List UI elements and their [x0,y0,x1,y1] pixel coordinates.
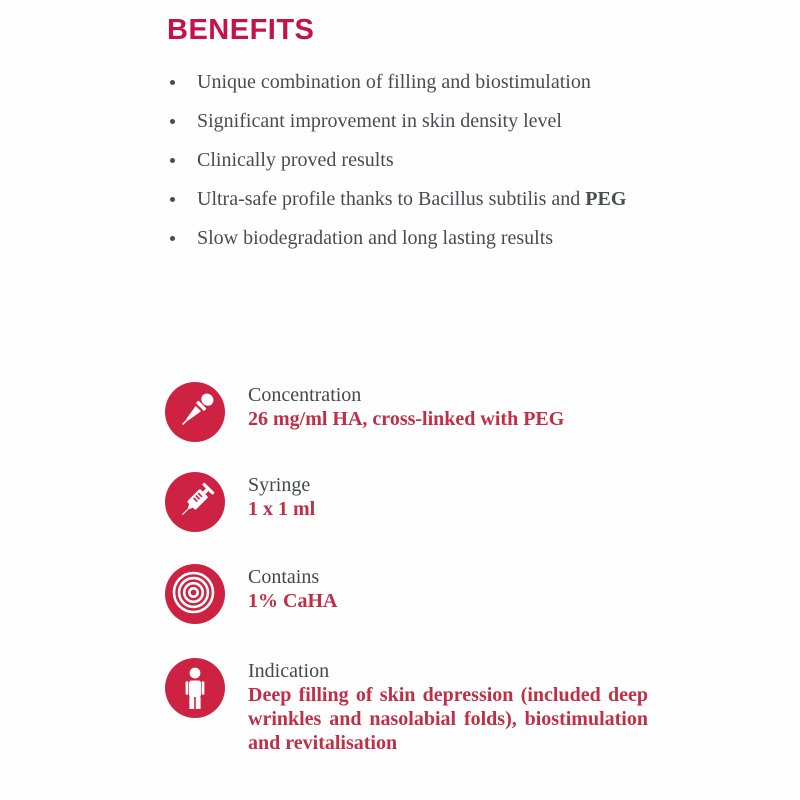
spec-label: Concentration [248,384,362,406]
concentric-circles-icon [165,564,225,624]
spec-text-block [248,564,648,613]
benefit-item [168,72,626,93]
spec-label: Syringe [248,474,311,496]
benefit-item-text: Slow biodegradation and long lasting results [197,227,554,249]
spec-value: 1% CaHA [248,590,338,612]
spec-text-block [248,382,648,431]
benefit-item [168,111,626,132]
spec-value: Deep filling of skin depression (included deep wrinkles and nasolabial folds), biostimulation and revitalisation [248,684,648,754]
spec-value: 26 mg/ml HA, cross-linked with PEG [248,408,565,430]
benefit-item-text: Ultra-safe profile thanks to Bacillus subtilis and [197,188,586,210]
spec-text-block [248,658,648,755]
dropper-icon [165,382,225,442]
spec-label: Contains [248,566,320,588]
spec-value: 1 x 1 ml [248,498,316,520]
person-icon [165,658,225,718]
benefit-item [168,228,626,249]
spec-text-block [248,472,648,521]
benefits-heading: BENEFITS [167,14,315,46]
benefit-item-bold-text: PEG [585,188,627,210]
spec-label: Indication [248,660,330,682]
spec-row-syringe [165,472,648,532]
spec-row-contains [165,564,648,624]
benefit-item-text: Clinically proved results [197,149,394,171]
benefit-item [168,150,626,171]
syringe-icon [165,472,225,532]
spec-row-indication [165,658,648,755]
benefit-item-text: Significant improvement in skin density level [197,110,562,132]
benefit-item [168,189,626,210]
benefits-list [168,72,626,267]
benefit-item-text: Unique combination of filling and biostimulation [197,71,591,93]
spec-row-concentration [165,382,648,442]
